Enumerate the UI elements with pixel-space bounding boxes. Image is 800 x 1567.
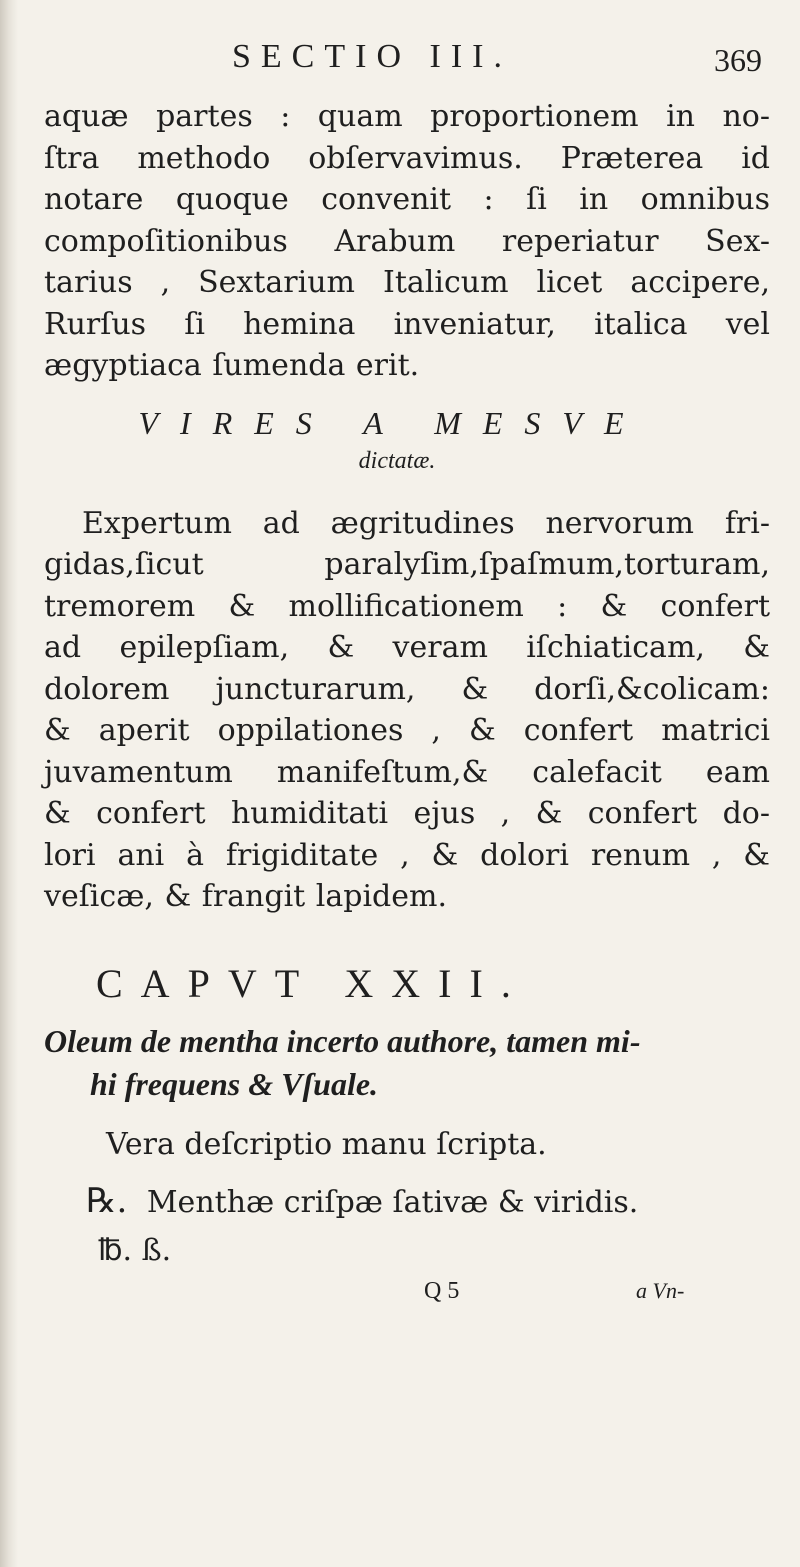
page-gutter-shadow <box>0 0 18 1567</box>
page-footer <box>44 1278 770 1326</box>
text-line: compoſitionibus Arabum reperiatur Sex- <box>44 223 770 259</box>
recipe-symbol: ℞. <box>86 1180 128 1221</box>
recipe-text: Menthæ criſpæ ſativæ & viridis. <box>146 1184 639 1220</box>
text-line: tremorem & mollificationem : & confert <box>44 588 770 624</box>
chapter-subtitle-line: hi frequens & Vſuale. <box>90 1065 379 1102</box>
text-line: notare quoque convenit : ſi in omnibus <box>44 182 770 217</box>
subheading-subtitle: dictatæ. <box>358 447 436 474</box>
signature-mark: Q 5 <box>424 1277 460 1304</box>
text-line: lori ani à frigiditate , & dolori renum , & <box>44 837 770 873</box>
page-number: 369 <box>714 42 762 78</box>
text-line: aquæ partes : quam proportionem in no- <box>44 99 770 134</box>
text-line: ad epilepſiam, & veram iſchiaticam, & <box>44 630 770 665</box>
subheading-title: VIRES A MESVE <box>138 404 646 441</box>
text-line: ægyptiaca ſumenda erit. <box>44 348 420 383</box>
text-line: Rurſus ſi hemina inveniatur, italica vel <box>44 306 770 342</box>
section-gap <box>44 918 770 956</box>
book-page <box>44 38 770 1326</box>
chapter-heading: CAPVT XXII. <box>96 960 529 1006</box>
text-line: gidas,ſicut paralyſim,ſpaſmum,torturam, <box>44 547 770 582</box>
text-line: Expertum ad ægritudines nervorum fri- <box>82 505 770 541</box>
chapter-subtitle-line: Oleum de mentha incerto authore, tamen mi- <box>44 1022 641 1059</box>
text-line: & aperit oppilationes , & confert matrici <box>44 713 770 748</box>
paragraph-aqua <box>44 96 770 387</box>
text-line: tarius , Sextarium Italicum licet accipere, <box>44 265 770 300</box>
chapter-description: Vera deſcriptio manu ſcripta. <box>106 1126 547 1162</box>
text-line: juvamentum manifeſtum,& calefacit eam <box>44 754 770 790</box>
catchword: a Vn- <box>636 1277 685 1303</box>
section-subheading <box>44 401 770 477</box>
text-line: dolorem juncturarum, & dorſi,&colicam: <box>44 671 770 707</box>
recipe-line <box>86 1180 770 1224</box>
text-line: ſtra methodo obſervavimus. Præterea id <box>44 140 770 176</box>
recipe-dose: ℔. ß. <box>98 1232 172 1268</box>
text-line: & confert humiditati ejus , & confert do- <box>44 796 770 831</box>
running-head-title: SECTIO III. <box>232 38 512 75</box>
text-line: veſicæ, & frangit lapidem. <box>44 879 447 914</box>
running-head <box>44 38 770 96</box>
chapter-subtitle <box>44 1020 770 1106</box>
paragraph-vires <box>44 503 770 918</box>
